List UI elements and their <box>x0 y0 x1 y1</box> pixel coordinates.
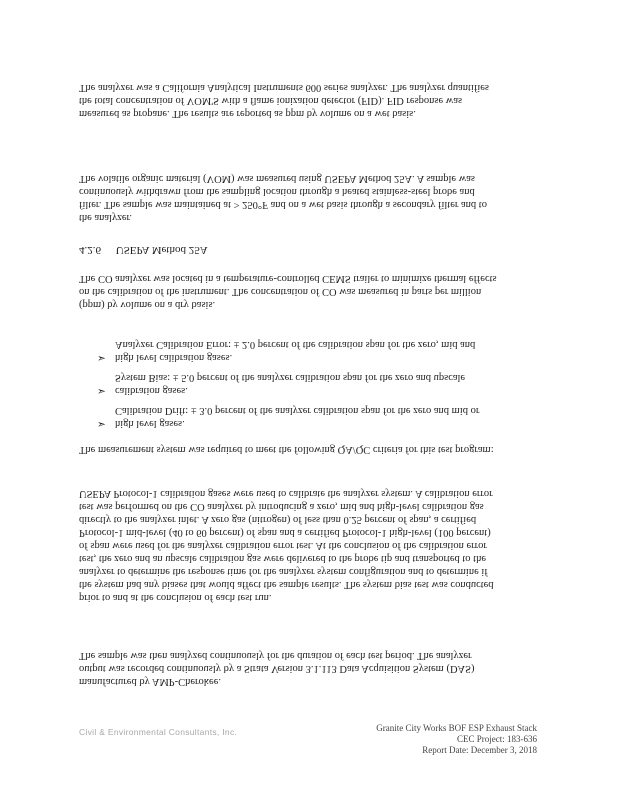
text-line: measured as propane. The results are reported as ppm by volume on a wet basis. <box>79 108 416 119</box>
section-title: USEPA Method 25A <box>115 244 208 256</box>
text-line: test was performed on the CO analyzer by introducing a zero, mid and high-level calibration gas <box>79 501 484 512</box>
text-line: calibration gases. <box>115 385 188 396</box>
text-line: the system had any biases that would affect the sample results. The system bias test was conducted <box>79 579 494 590</box>
list-item <box>97 404 537 430</box>
footer-report-info <box>376 723 537 756</box>
list-item <box>97 338 537 364</box>
text-line: Protocol-1 mid-level (40 to 60 percent) of span and a certified Protocol-1 high-level (100 percent) <box>79 527 491 538</box>
arrow-bullet-icon: ➢ <box>97 385 106 396</box>
paragraph-calibration <box>79 487 537 604</box>
text-line: The sample was then analyzed continuously for the duration of each test period. The analyzer <box>79 650 472 661</box>
paragraph-vom <box>79 172 537 224</box>
footer-report-date: Report Date: December 3, 2018 <box>422 745 537 755</box>
paragraph-co <box>79 272 537 311</box>
text-line: of span were used for the analyzer calibration error test. At the conclusion of the calibration error <box>79 540 487 551</box>
text-line: high level gases. <box>115 418 185 429</box>
text-line: The CO analyzer was located in a temperature-controlled CEMS trailer to minimize thermal effects <box>79 273 497 284</box>
section-heading <box>79 244 208 256</box>
text-line: Calibration Drift: ± 3.0 percent of the analyzer calibration span for the zero and mid or <box>115 405 480 416</box>
qaqc-criteria-list <box>97 331 537 430</box>
section-number: 4.2.6 <box>79 244 101 256</box>
text-line: prior to and at the conclusion of each test run. <box>79 592 272 603</box>
list-item <box>97 371 537 397</box>
text-line: Analyzer Calibration Error: ± 2.0 percent of the calibration span for the zero, mid and <box>115 339 476 350</box>
text-line: on the calibration of the instrument. The concentration of CO was measured in parts per million <box>79 286 482 297</box>
text-line: The measurement system was required to meet the following QA/QC criteria for this test program: <box>79 444 494 455</box>
text-line: analyzer to determine the response time for the analyzer system configuration and to determine if <box>79 566 488 577</box>
text-line: System Bias: ± 5.0 percent of the analyzer calibration span for the zero and upscale <box>115 372 466 383</box>
text-line: output was recorded continuously by a Strata Version 3.1.113 Data Acquisition System (DAS) <box>79 663 475 674</box>
text-line: USEPA Protocol-1 calibration gases were used to calibrate the analyzer system. A calibration error <box>79 488 493 499</box>
text-line: filter. The sample was maintained at > 250°F and on a wet basis through a secondary filter and to <box>79 199 487 210</box>
arrow-bullet-icon: ➢ <box>97 352 106 363</box>
footer-report-title: Granite City Works BOF ESP Exhaust Stack <box>376 723 537 733</box>
text-line: the total concentration of VOM'S with a flame ionization detector (FID). FID response was <box>79 95 463 106</box>
text-line: manufactured by AMP-Cherokee. <box>79 676 222 687</box>
footer-project: CEC Project: 183-636 <box>457 734 537 744</box>
text-line: test, the zero and an upscale calibration gas were delivered to the probe tip and transported to the <box>79 553 487 564</box>
text-line: The volatile organic material (VOM) was measured using USEPA Method 25A. A sample was <box>79 173 476 184</box>
paragraph-top <box>79 81 537 120</box>
text-line: directly to the analyzer inlet. A zero gas (nitrogen) of less than 0.25 percent of span, a certified <box>79 514 477 525</box>
text-line: high level calibration gases. <box>115 352 233 363</box>
text-line: (ppm) by volume on a dry basis. <box>79 299 216 310</box>
arrow-bullet-icon: ➢ <box>97 418 106 429</box>
footer-company: Civil & Environmental Consultants, Inc. <box>79 727 238 737</box>
text-line: The analyzer was a California Analytical Instruments 600 series analyzer. The analyzer quantifies <box>79 82 490 93</box>
paragraph-qaqc <box>79 443 537 456</box>
text-line: the analyzer. <box>79 212 133 223</box>
text-line: continuously withdrawn from the sampling location through a heated stainless-steel probe and <box>79 186 475 197</box>
paragraph-daq <box>79 649 537 688</box>
